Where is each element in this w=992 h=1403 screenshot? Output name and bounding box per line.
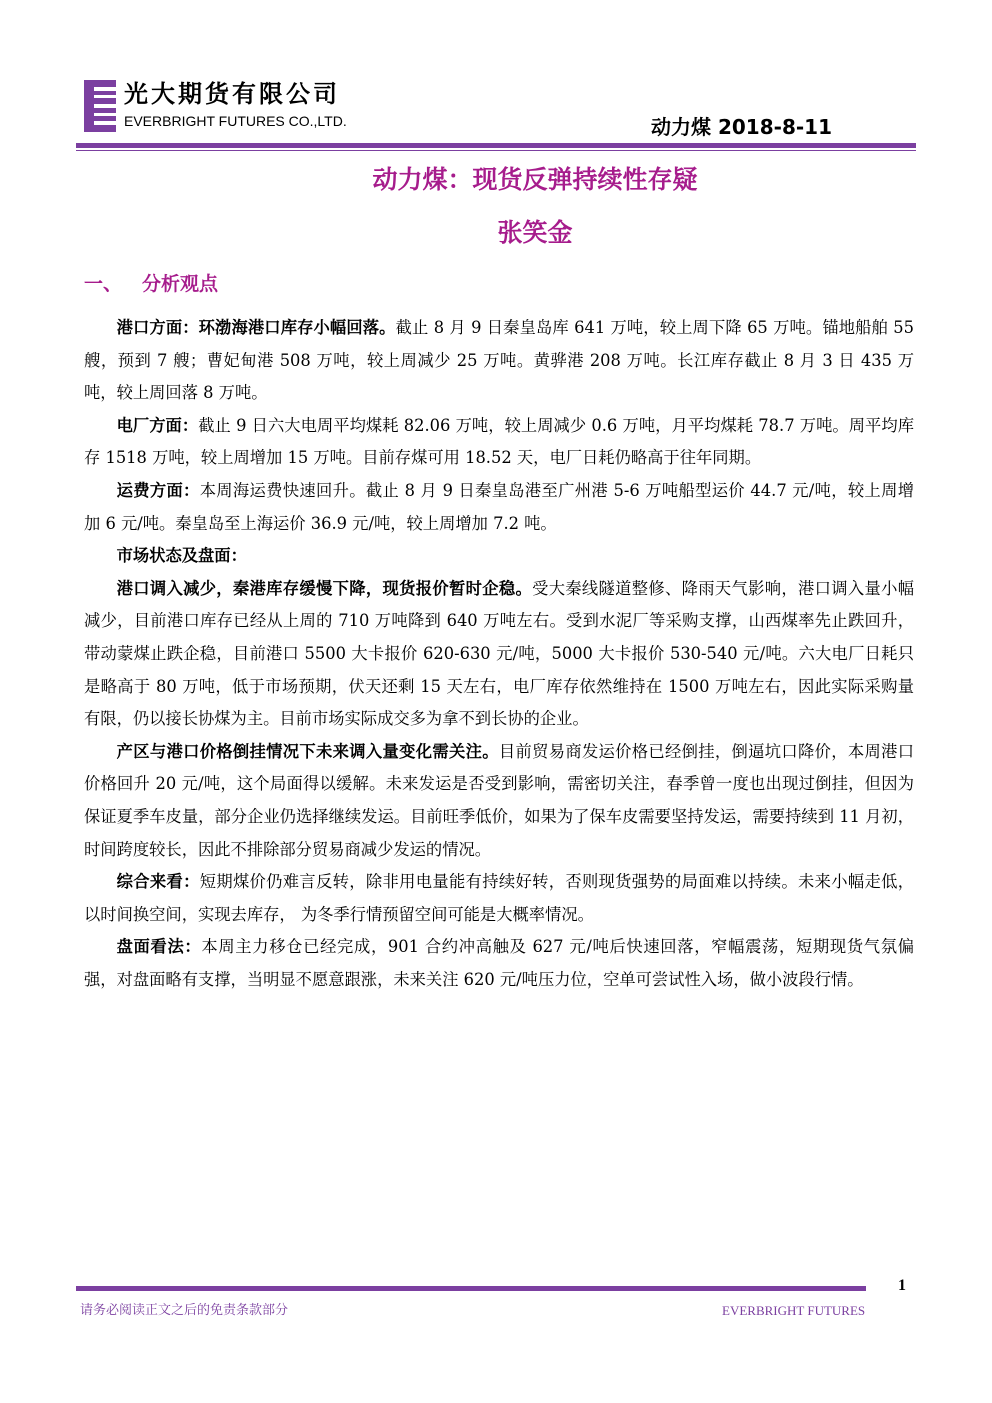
paragraph-lead: 盘面看法： [116, 937, 202, 957]
paragraph-summary [84, 866, 914, 931]
paragraph-lead: 港口方面：环渤海港口库存小幅回落。 [116, 318, 396, 337]
paragraph-lead: 综合来看： [116, 872, 200, 892]
paragraph-price-inversion [84, 736, 914, 866]
paragraph-futures-view [84, 931, 914, 996]
section-number: 一、 [84, 273, 123, 295]
footer-disclaimer: 请务必阅读正文之后的免责条款部分 [80, 1303, 289, 1318]
paragraph-text: 截止 8 月 9 日秦皇岛库 641 万吨，较上周下降 65 万吨。锚地船舶 55 艘，预到 7 艘；曹妃甸港 508 万吨，较上周减少 25 万吨。黄骅港 208 万吨。长江库存截止 8 月 3 日 435 万吨，较上周回落 8 万吨。 [84, 318, 914, 403]
report-title: 动力煤：现货反弹持续性存疑 [372, 165, 698, 194]
paragraph-text: 本周主力移仓已经完成，901 合约冲高触及 627 元/吨后快速回落，窄幅震荡，短期现货气氛偏强，对盘面略有支撑，当明显不愿意跟涨，未来关注 620 元/吨压力位，空单可尝试性入场，做小波段行情。 [84, 937, 914, 989]
paragraph-freight [84, 475, 914, 540]
paragraph-lead: 电厂方面： [116, 415, 199, 435]
section-heading [84, 270, 218, 298]
company-name-cn: 光大期货有限公司 [124, 80, 340, 108]
paragraph-lead: 产区与港口价格倒挂情况下未来调入量变化需关注。 [116, 741, 499, 761]
paragraph-power-plant [84, 410, 914, 475]
footer-divider [76, 1286, 866, 1291]
page-header [0, 0, 992, 160]
paragraph-port-inflow [84, 573, 914, 736]
everbright-e-logo-icon [84, 80, 116, 132]
header-divider-thin [76, 150, 916, 151]
subheading-market-status: 市场状态及盘面： [116, 546, 247, 566]
report-body [84, 312, 914, 996]
report-author: 张笑金 [497, 218, 573, 247]
page-number: 1 [898, 1277, 906, 1294]
paragraph-text: 目前贸易商发运价格已经倒挂，倒逼坑口降价，本周港口价格回升 20 元/吨，这个局面得以缓解。未来发运是否受到影响，需密切关注，春季曾一度也出现过倒挂，但因为保证夏季车皮量，部分企业仍选择继续发运。目前旺季低价，如果为了保车皮需要坚持发运，需要持续到 11 月初，时间跨度较长，因此不排除部分贸易商减少发运的情况。 [84, 741, 914, 859]
paragraph-text: 截止 9 日六大电周平均煤耗 82.06 万吨，较上周减少 0.6 万吨，月平均煤耗 78.7 万吨。周平均库存 1518 万吨，较上周增加 15 万吨。目前存煤可用 18.52 天，电厂日耗仍略高于往年同期。 [84, 415, 914, 468]
paragraph-lead: 港口调入减少，秦港库存缓慢下降，现货报价暂时企稳。 [116, 578, 533, 598]
paragraph-text: 短期煤价仍难言反转，除非用电量能有持续好转，否则现货强势的局面难以持续。未来小幅走低，以时间换空间，实现去库存， 为冬季行情预留空间可能是大概率情况。 [84, 872, 914, 924]
footer-brand: EVERBRIGHT FUTURES [722, 1303, 866, 1318]
report-date: 动力煤 2018-8-11 [651, 115, 832, 139]
section-title: 分析观点 [142, 273, 219, 295]
paragraph-text: 本周海运费快速回升。截止 8 月 9 日秦皇岛港至广州港 5-6 万吨船型运价 44.7 元/吨，较上周增加 6 元/吨。秦皇岛至上海运价 36.9 元/吨，较上周增加 7.2 吨。 [84, 480, 914, 533]
paragraph-lead: 运费方面： [116, 480, 200, 500]
header-divider [76, 143, 916, 148]
paragraph-port [84, 312, 914, 410]
company-name-en: EVERBRIGHT FUTURES CO.,LTD. [124, 113, 347, 129]
paragraph-text: 受大秦线隧道整修、降雨天气影响，港口调入量小幅减少，目前港口库存已经从上周的 710 万吨降到 640 万吨左右。受到水泥厂等采购支撑，山西煤率先止跌回升，带动蒙煤止跌企稳，目前港口 5500 大卡报价 620-630 元/吨，5000 大卡报价 530-540 元/吨。六大电厂日耗只是略高于 80 万吨，低于市场预期，伏天还剩 15 天左右，电厂库存依然维持在 1500 万吨左右，因此实际采购量有限，仍以接长协煤为主。目前市场实际成交多为拿不到长协的企业。 [84, 578, 914, 729]
